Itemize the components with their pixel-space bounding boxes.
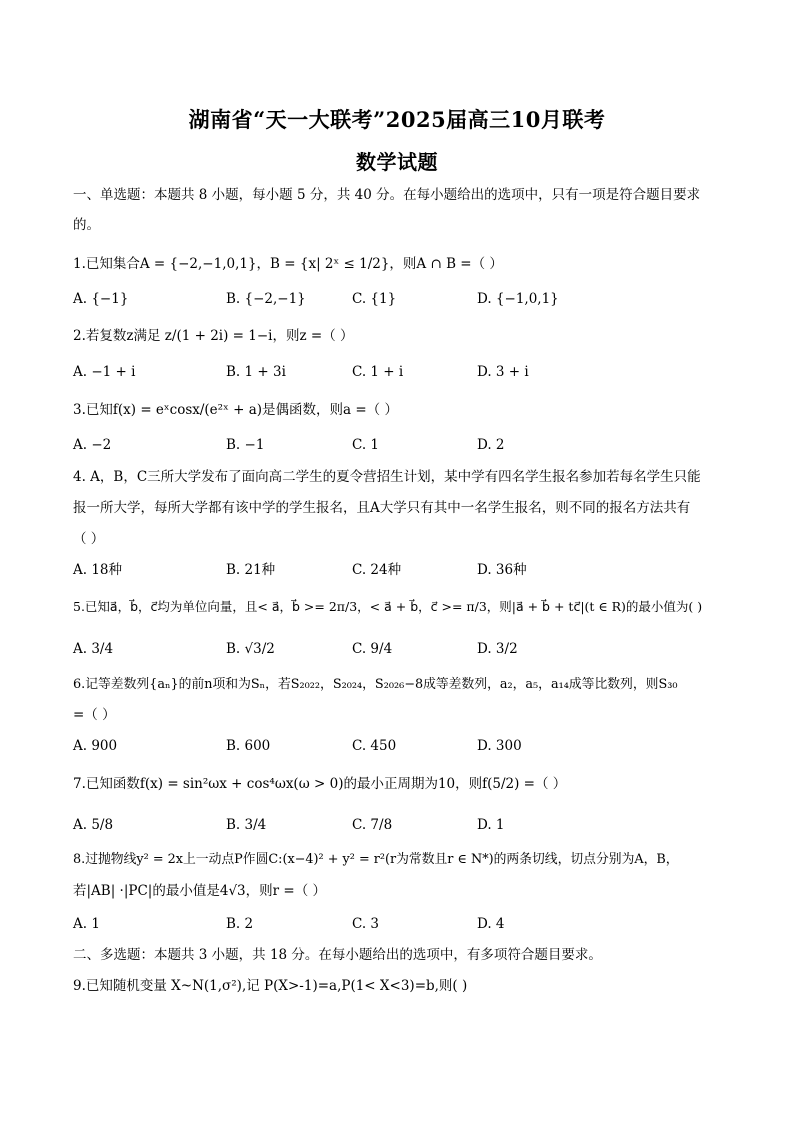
question-2-options <box>73 363 723 381</box>
question-3-stem: 3.已知f(x) = eˣcosx/(e²ˣ + a)是偶函数，则a =（ ） <box>73 402 398 418</box>
q3-option-d: D. 2 <box>477 437 505 453</box>
section1-heading-line1: 一、单选题：本题共 8 小题，每小题 5 分，共 40 分。在每小题给出的选项中，只有一项是符合题目要求 <box>73 187 701 203</box>
q4-option-b: B. 21种 <box>226 562 276 578</box>
question-8-stem-line2: 若|AB| ·|PC|的最小值是4√3，则r =（ ） <box>73 883 326 899</box>
question-6-options <box>73 737 723 755</box>
question-6-stem-line2: =（ ） <box>73 707 116 723</box>
q3-option-c: C. 1 <box>352 437 380 453</box>
q7-option-b: B. 3/4 <box>226 817 267 833</box>
question-5-stem: 5.已知a⃗，b⃗，c⃗均为单位向量，且< a⃗，b⃗ >= 2π/3，< a⃗ + b⃗，c⃗ >= π/3，则|a⃗ + b⃗ + tc⃗|(t ∈ R)的最小值为( ) <box>73 599 703 614</box>
q2-option-a: A. −1 + i <box>73 364 136 380</box>
q3-option-b: B. −1 <box>226 437 265 453</box>
q1-option-d: D. {−1,0,1} <box>477 291 559 307</box>
question-2-stem: 2.若复数z满足 z/(1 + 2i) = 1−i，则z =（ ） <box>73 328 354 344</box>
question-5-options <box>73 640 723 658</box>
question-9-stem: 9.已知随机变量 X~N(1,σ²),记 P(X>-1)=a,P(1< X<3)=b,则( ) <box>73 978 468 994</box>
q1-option-c: C. {1} <box>352 291 397 307</box>
q8-option-c: C. 3 <box>352 916 380 932</box>
q6-option-b: B. 600 <box>226 738 271 754</box>
question-8-stem-line1: 8.过抛物线y² = 2x上一动点P作圆C:(x−4)² + y² = r²(r为常数且r ∈ N*)的两条切线，切点分别为A，B， <box>73 852 679 867</box>
q5-option-d: D. 3/2 <box>477 641 518 657</box>
question-1-stem: 1.已知集合A = {−2,−1,0,1}，B = {x| 2ˣ ≤ 1/2}，则A ∩ B =（ ） <box>73 256 503 272</box>
question-8-options <box>73 915 723 933</box>
q8-option-d: D. 4 <box>477 916 505 932</box>
q6-option-a: A. 900 <box>73 738 118 754</box>
question-6-stem-line1: 6.记等差数列{aₙ}的前n项和为Sₙ，若S₂₀₂₂，S₂₀₂₄，S₂₀₂₆−8成等差数列，a₂，a₅，a₁₄成等比数列，则S₃₀ <box>73 677 678 692</box>
q2-option-d: D. 3 + i <box>477 364 529 380</box>
q2-option-c: C. 1 + i <box>352 364 404 380</box>
question-1-options <box>73 290 723 308</box>
q8-option-b: B. 2 <box>226 916 254 932</box>
exam-subtitle: 数学试题 <box>356 150 438 174</box>
q1-option-b: B. {−2,−1} <box>226 291 306 307</box>
q4-option-d: D. 36种 <box>477 562 527 578</box>
q3-option-a: A. −2 <box>73 437 112 453</box>
question-7-options <box>73 816 723 834</box>
q7-option-d: D. 1 <box>477 817 505 833</box>
exam-title: 湖南省“天一大联考”2025届高三10月联考 <box>188 107 606 132</box>
q6-option-d: D. 300 <box>477 738 522 754</box>
question-4-stem-line1: 4. A，B，C三所大学发布了面向高二学生的夏令营招生计划，某中学有四名学生报名参加若每名学生只能 <box>73 469 701 485</box>
question-3-options <box>73 436 723 454</box>
q4-option-a: A. 18种 <box>73 562 123 578</box>
q6-option-c: C. 450 <box>352 738 397 754</box>
q5-option-c: C. 9/4 <box>352 641 393 657</box>
section2-heading: 二、多选题：本题共 3 小题，共 18 分。在每小题给出的选项中，有多项符合题目要求。 <box>73 947 602 963</box>
question-4-options <box>73 561 723 579</box>
question-4-stem-line3: （ ） <box>73 531 105 547</box>
q5-option-b: B. √3/2 <box>226 641 275 657</box>
q2-option-b: B. 1 + 3i <box>226 364 286 380</box>
q5-option-a: A. 3/4 <box>73 641 114 657</box>
section1-heading-line2: 的。 <box>73 217 100 233</box>
question-7-stem: 7.已知函数f(x) = sin²ωx + cos⁴ωx(ω > 0)的最小正周期为10，则f(5/2) =（ ） <box>73 776 567 792</box>
q1-option-a: A. {−1} <box>73 291 129 307</box>
q8-option-a: A. 1 <box>73 916 100 932</box>
q7-option-a: A. 5/8 <box>73 817 114 833</box>
q7-option-c: C. 7/8 <box>352 817 393 833</box>
question-4-stem-line2: 报一所大学，每所大学都有该中学的学生报名，且A大学只有其中一名学生报名，则不同的报名方法共有 <box>73 500 691 516</box>
q4-option-c: C. 24种 <box>352 562 402 578</box>
